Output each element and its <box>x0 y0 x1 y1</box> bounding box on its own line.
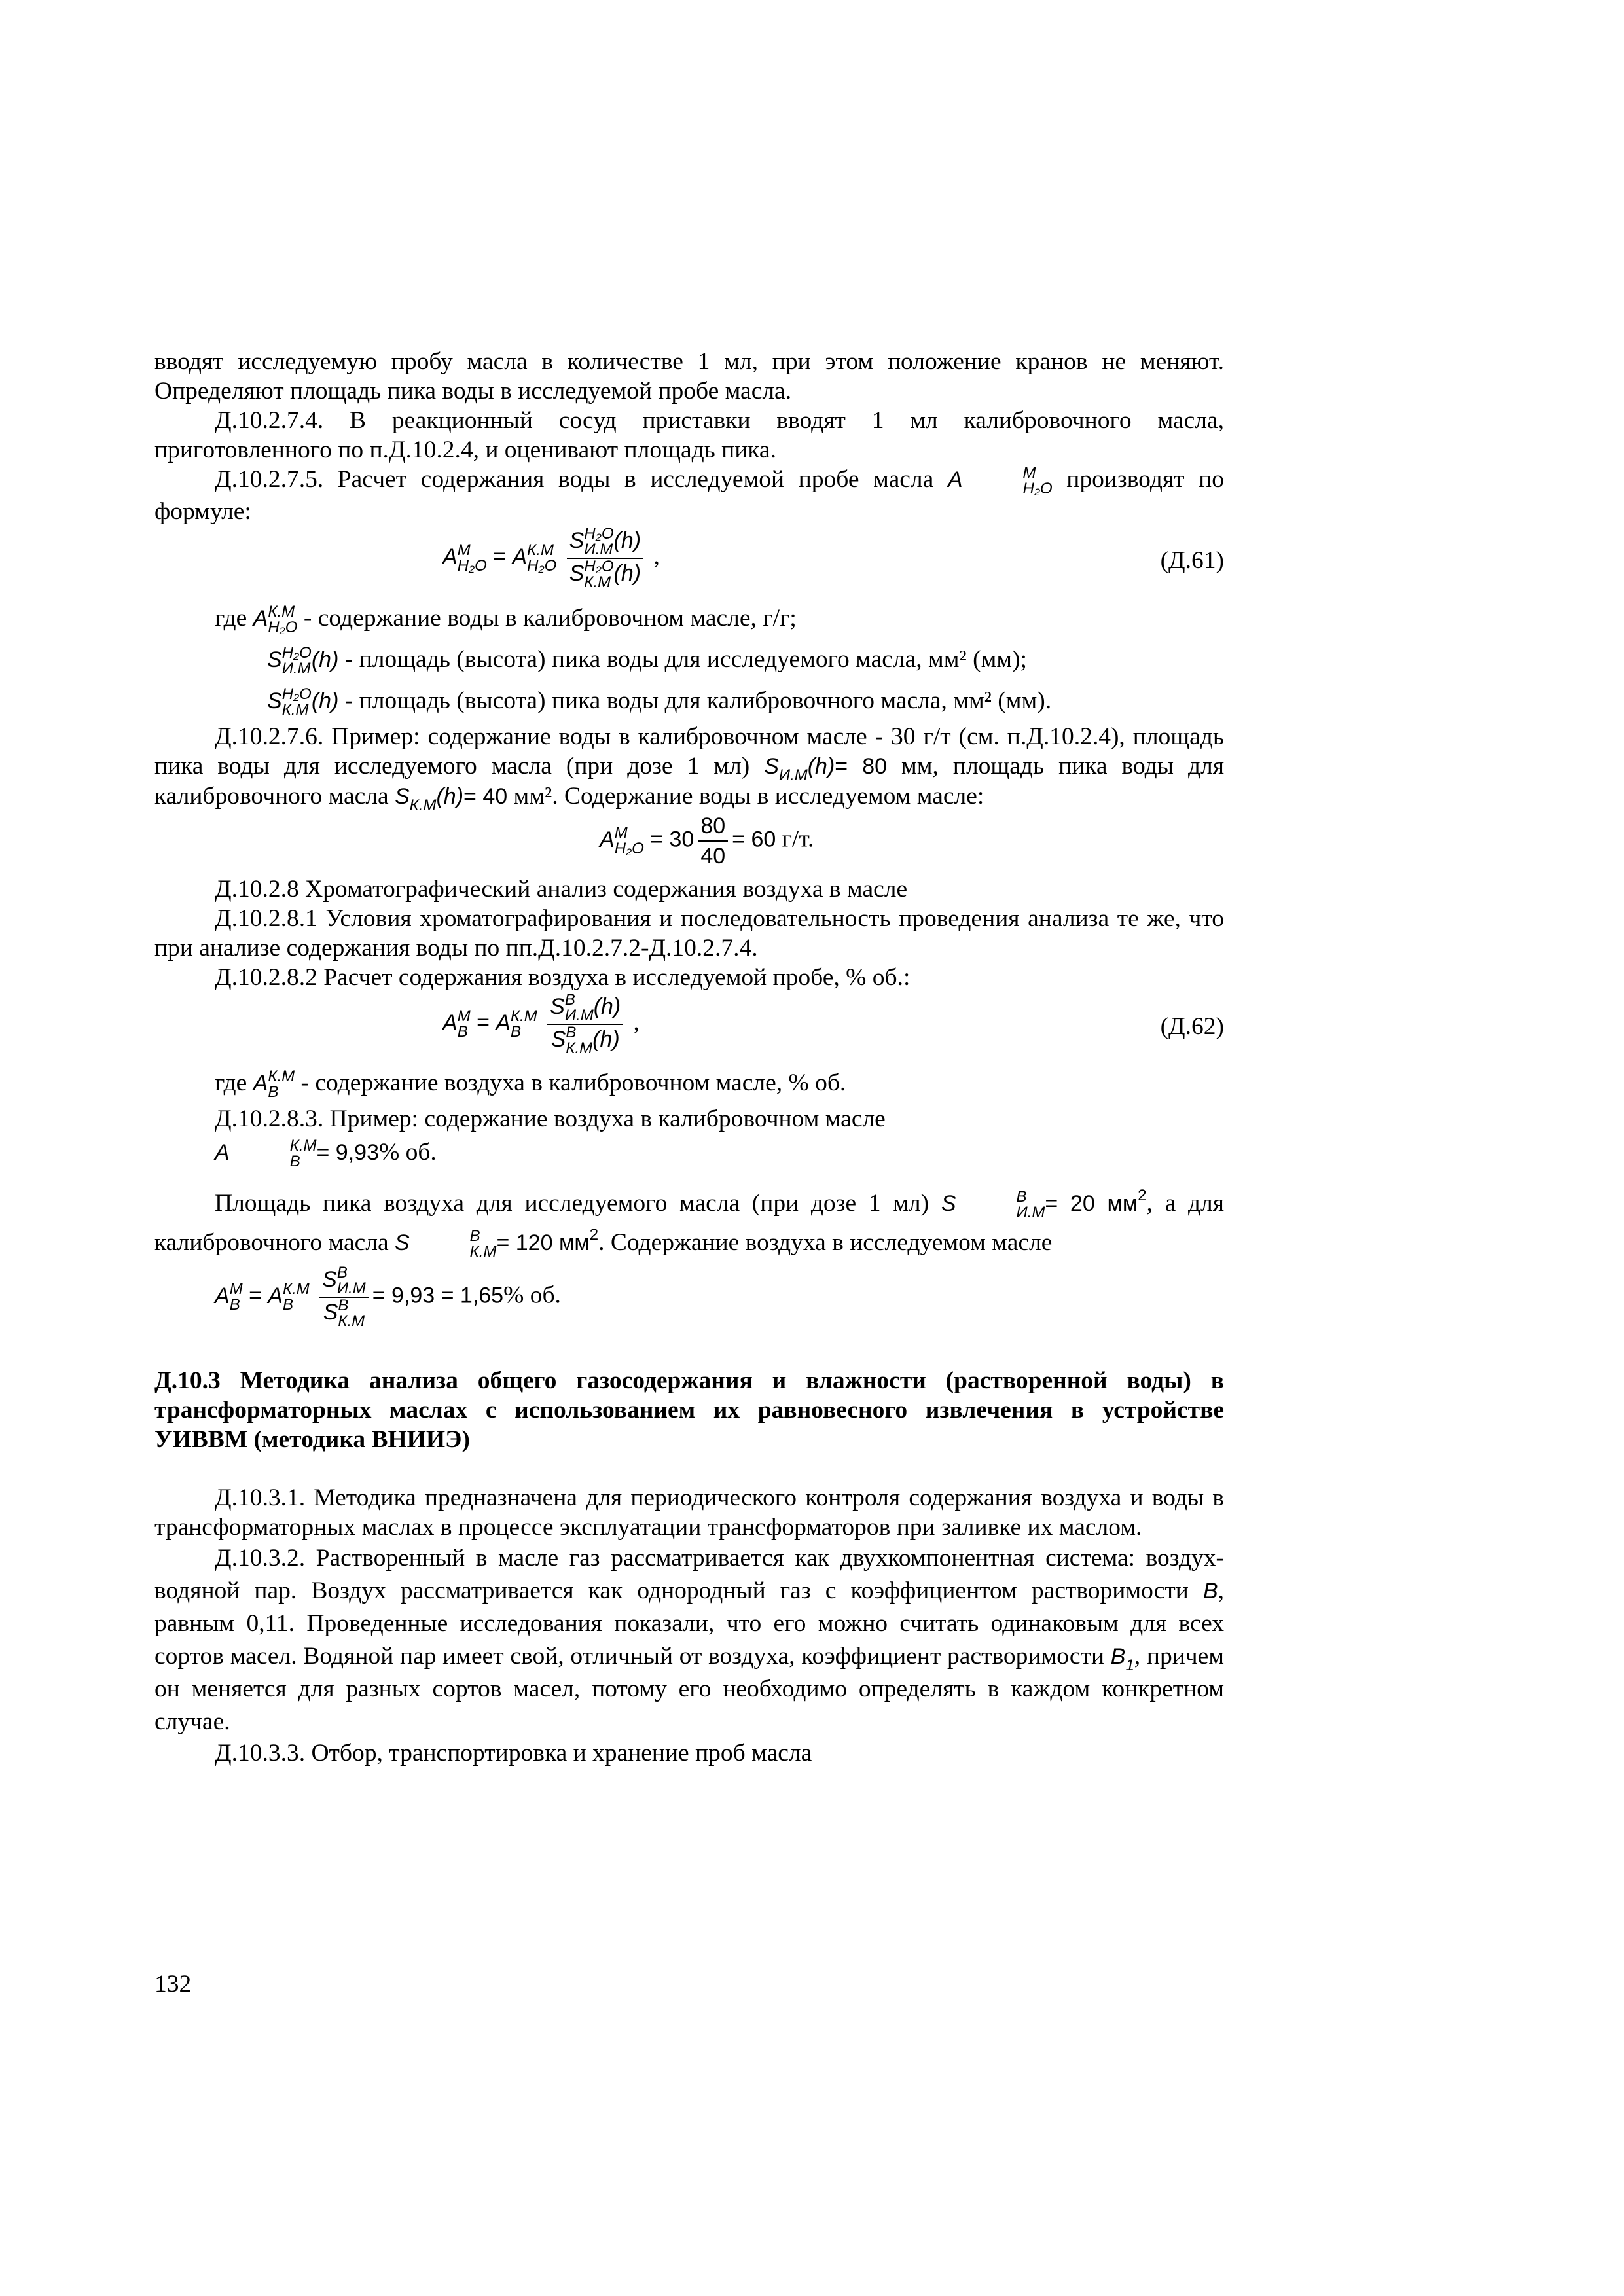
paragraph: Д.10.3.3. Отбор, транспортировка и хранение проб масла <box>215 1740 812 1767</box>
section-heading: Д.10.3 Методика анализа общего газосодержания и влажности (растворенной воды) в трансформаторных маслах с использованием их равновесного извлечения в устройстве УИВВМ (методика ВНИИЭ) <box>154 1367 1224 1454</box>
formula-example-air: A M B = A К.М B S B И.М S B К.М = 9,93 = 1,65% об. <box>215 1264 561 1331</box>
formula-d62: A M B = A К.М B S B И.М (h) S B К.М (h) , (Д.62) <box>442 991 1224 1058</box>
paragraph: вводят исследуемую пробу масла в количестве 1 мл, при этом положение кранов не меняют. Определяют площадь пика воды в исследуемой пробе масла. <box>154 348 1224 404</box>
paragraph: Д.10.2.8.2 Расчет содержания воздуха в исследуемой пробе, % об.: <box>215 964 911 992</box>
formula-symbol: A M H₂O <box>947 464 1053 498</box>
paragraph: Д.10.2.7.4. В реакционный сосуд приставки вводят 1 мл калибровочного масла, приготовленного по п.Д.10.2.4, и оценивают площадь пика. <box>154 407 1224 463</box>
paragraph: Д.10.2.8 Хроматографический анализ содержания воздуха в масле <box>215 876 908 903</box>
paragraph: Д.10.2.8.1 Условия хроматографирования и последовательность проведения анализа те же, что при анализе содержания воды по пп.Д.10.2.7.2-Д.10.2.7.4. <box>154 905 1224 962</box>
equation-number: (Д.61) <box>1160 547 1224 575</box>
page-number: 132 <box>154 1971 192 1998</box>
paragraph: Д.10.3.1. Методика предназначена для периодического контроля содержания воздуха и воды в трансформаторных маслах в процессе эксплуатации трансформаторов при заливке их маслом. <box>154 1484 1224 1541</box>
equation-number: (Д.62) <box>1160 1013 1224 1041</box>
paragraph: Площадь пика воздуха для исследуемого масла (при дозе 1 мл) S B И.М = 20 $мм^2$, а для калибровочного масла S B К.М = 120 $мм^2$. Содержание воздуха в исследуемом масле <box>154 1187 1224 1261</box>
paragraph: Д.10.2.8.3. Пример: содержание воздуха в калибровочном масле <box>215 1105 886 1133</box>
formula-example-water: A M H₂O = 30 $\frac{80}{40}$ = 60 г/т. <box>154 812 1224 874</box>
document-page <box>154 347 1224 1768</box>
definition: где A К.М B - содержание воздуха в калибровочном масле, % об. <box>215 1067 846 1102</box>
paragraph: Д.10.2.7.5. Расчет содержания воды в исследуемой пробе масла A M H₂O производят по формуле: <box>154 464 1224 526</box>
formula-inline: A К.М B = 9,93% об. <box>215 1137 437 1171</box>
paragraph: Д.10.3.2. Растворенный в масле газ рассматривается как двухкомпонентная система: воздух-водяной пар. Воздух рассматривается как однородный газ с коэффициентом растворимости B, равным 0,11. Проведенные исследования показали, что его можно считать одинаковым для всех сортов масел. Водяной пар имеет свой, отличный от воздуха, коэффициент растворимости $B_1$, причем он меняется для разных сортов масел, потому его необходимо определять в каждом конкретном случае. <box>154 1545 1225 1736</box>
definition: S H₂O К.М (h) - площадь (высота) пика воды для калибровочного масла, мм² (мм). <box>267 685 1052 719</box>
definition: S H₂O И.М (h) - площадь (высота) пика воды для исследуемого масла, мм² (мм); <box>267 644 1027 678</box>
formula-d61: A M H₂O = A К.М H₂O S H₂O И.М (h) S H₂O К.М (h) , (Д.61) <box>442 525 1224 592</box>
paragraph: Д.10.2.7.6. Пример: содержание воды в калибровочном масле - 30 г/т (см. п.Д.10.2.4), площадь пика воды для исследуемого масла (при дозе 1 мл) $S_{И.М}(h)= 80$ мм, площадь пика воды для калибровочного масла $S_{К.М}(h)= 40$ мм². Содержание воды в исследуемом масле: <box>154 723 1224 815</box>
definition: где A К.М H₂O - содержание воды в калибровочном масле, г/г; <box>215 603 797 637</box>
